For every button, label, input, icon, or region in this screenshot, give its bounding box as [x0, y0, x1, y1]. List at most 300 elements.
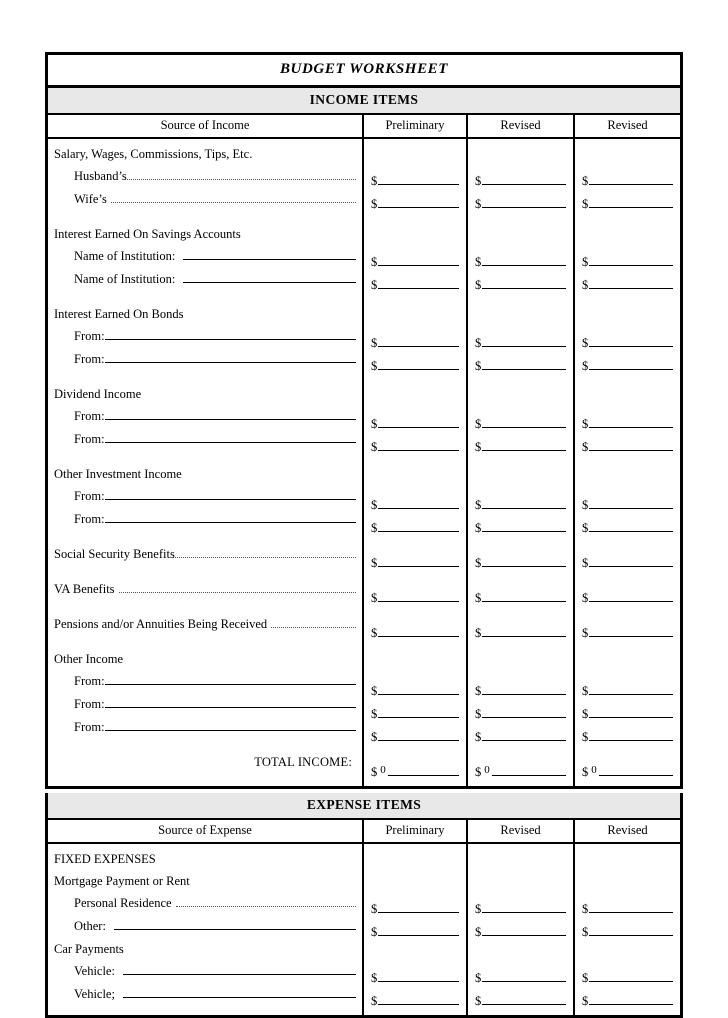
income-line-item[interactable] [54, 508, 356, 531]
spacer [371, 212, 459, 224]
amount-cell[interactable] [475, 513, 566, 536]
amount-cell[interactable] [475, 699, 566, 722]
income-line-item[interactable] [54, 670, 356, 693]
currency-symbol: $ [582, 994, 589, 1008]
amount-input[interactable] [482, 716, 566, 718]
amount-cell[interactable] [475, 963, 566, 986]
amount-cell[interactable] [475, 328, 566, 351]
amount-input[interactable] [482, 934, 566, 936]
amount-input[interactable] [378, 600, 459, 602]
amount-input[interactable] [482, 600, 566, 602]
amount-input[interactable] [482, 980, 566, 982]
amount-input[interactable] [378, 1003, 459, 1005]
blank-row [582, 386, 673, 409]
income-line-label: From: [74, 352, 105, 366]
amount-input[interactable] [589, 934, 673, 936]
currency-symbol: $ [582, 626, 589, 640]
amount-input[interactable] [589, 980, 673, 982]
spacer [54, 739, 356, 751]
blank-fill-line[interactable] [105, 441, 356, 443]
amount-cell[interactable] [371, 432, 459, 455]
currency-symbol: $ [582, 255, 589, 269]
spacer [54, 211, 356, 223]
income-line-label: From: [74, 329, 105, 343]
amount-input[interactable] [378, 716, 459, 718]
amount-input[interactable] [378, 368, 459, 370]
amount-input[interactable] [378, 507, 459, 509]
amount-input[interactable] [482, 345, 566, 347]
blank-row [582, 940, 673, 963]
currency-symbol: $ [371, 730, 378, 744]
amount-cell[interactable] [475, 722, 566, 745]
income-line-item[interactable] [54, 693, 356, 716]
amount-cell[interactable] [371, 676, 459, 699]
currency-symbol: $ [475, 417, 482, 431]
currency-symbol: $ [475, 626, 482, 640]
leader-dots [175, 556, 356, 558]
currency-symbol: $ [475, 336, 482, 350]
amount-input[interactable] [378, 565, 459, 567]
spacer [475, 641, 566, 653]
amount-input[interactable] [589, 693, 673, 695]
spacer [371, 641, 459, 653]
amount-input[interactable] [388, 774, 459, 776]
blank-fill-line[interactable] [105, 418, 356, 420]
blank-row [475, 653, 566, 676]
blank-row [371, 224, 459, 247]
amount-cell[interactable] [475, 247, 566, 270]
amount-cell[interactable] [582, 618, 673, 641]
income-col-preliminary: Preliminary [362, 115, 466, 137]
income-preliminary-column [362, 139, 466, 786]
spacer [54, 291, 356, 303]
amount-input[interactable] [378, 980, 459, 982]
blank-fill-line[interactable] [114, 928, 356, 930]
amount-cell[interactable] [582, 270, 673, 293]
currency-symbol: $ [475, 765, 482, 779]
income-line-label: Wife’s [74, 192, 107, 206]
amount-cell[interactable] [475, 351, 566, 374]
amount-cell[interactable] [371, 270, 459, 293]
income-section [45, 52, 683, 789]
amount-input[interactable] [589, 206, 673, 208]
leader-dots [111, 201, 356, 203]
total-income-cell[interactable] [475, 757, 566, 780]
expense-col-preliminary: Preliminary [362, 820, 466, 842]
blank-fill-line[interactable] [183, 258, 356, 260]
expense-revised-1-column [466, 844, 573, 1015]
amount-cell[interactable] [371, 963, 459, 986]
amount-cell[interactable] [371, 618, 459, 641]
amount-input[interactable] [589, 600, 673, 602]
blank-fill-line[interactable] [105, 498, 356, 500]
amount-input[interactable] [589, 426, 673, 428]
page-title: BUDGET WORKSHEET [48, 55, 680, 88]
income-line-label: From: [74, 512, 105, 526]
amount-cell[interactable] [582, 189, 673, 212]
spacer [371, 455, 459, 467]
blank-row [582, 467, 673, 490]
amount-cell[interactable] [371, 583, 459, 606]
currency-symbol: $ [475, 498, 482, 512]
currency-symbol: $ [582, 684, 589, 698]
income-group-heading: Other Investment Income [54, 467, 182, 481]
currency-symbol: $ [582, 707, 589, 721]
blank-row [582, 143, 673, 166]
currency-symbol: $ [582, 197, 589, 211]
blank-row [582, 653, 673, 676]
expense-col-revised-1: Revised [466, 820, 573, 842]
amount-input[interactable] [482, 183, 566, 185]
amount-input[interactable] [482, 426, 566, 428]
amount-input[interactable] [378, 530, 459, 532]
expense-line-item[interactable] [54, 892, 356, 915]
amount-input[interactable] [482, 449, 566, 451]
income-line-item[interactable] [54, 428, 356, 451]
currency-symbol: $ [371, 684, 378, 698]
amount-cell[interactable] [475, 583, 566, 606]
expense-line-item[interactable] [54, 915, 356, 938]
amount-input[interactable] [482, 287, 566, 289]
blank-fill-line[interactable] [105, 729, 356, 731]
amount-cell[interactable] [475, 189, 566, 212]
spacer [582, 455, 673, 467]
expense-body [48, 844, 680, 1015]
amount-cell[interactable] [582, 328, 673, 351]
spacer [582, 374, 673, 386]
amount-input[interactable] [482, 635, 566, 637]
currency-symbol: $ [371, 359, 378, 373]
income-col-revised-1: Revised [466, 115, 573, 137]
currency-symbol: $ [371, 902, 378, 916]
income-column-headers [48, 115, 680, 139]
leader-dots [271, 626, 356, 628]
amount-cell[interactable] [475, 166, 566, 189]
income-revised-1-column [466, 139, 573, 786]
expense-line-label: Other: [74, 919, 106, 933]
amount-input[interactable] [482, 264, 566, 266]
amount-input[interactable] [482, 693, 566, 695]
amount-input[interactable] [589, 264, 673, 266]
spacer [371, 293, 459, 305]
income-line-label: From: [74, 720, 105, 734]
amount-cell[interactable] [371, 548, 459, 571]
spacer [475, 745, 566, 757]
amount-input[interactable] [378, 183, 459, 185]
amount-cell[interactable] [371, 166, 459, 189]
amount-cell[interactable] [582, 513, 673, 536]
currency-symbol: $ [371, 174, 378, 188]
amount-input[interactable] [589, 183, 673, 185]
currency-symbol: $ [475, 971, 482, 985]
blank-fill-line[interactable] [105, 521, 356, 523]
income-group-heading: Other Income [54, 652, 124, 666]
spacer [582, 293, 673, 305]
income-line-item[interactable] [54, 325, 356, 348]
expense-revised-2-column [573, 844, 680, 1015]
spacer [582, 745, 673, 757]
blank-row [475, 940, 566, 963]
amount-cell[interactable] [475, 917, 566, 940]
amount-cell[interactable] [582, 583, 673, 606]
spacer [475, 606, 566, 618]
currency-symbol: $ [582, 359, 589, 373]
currency-symbol: $ [475, 174, 482, 188]
total-income-cell[interactable] [371, 757, 459, 780]
amount-cell[interactable] [475, 409, 566, 432]
currency-symbol: $ [371, 521, 378, 535]
blank-row [475, 386, 566, 409]
blank-row [582, 848, 673, 871]
income-line-label: Social Security Benefits [54, 547, 175, 561]
budget-worksheet-page [45, 52, 683, 1018]
amount-cell[interactable] [475, 270, 566, 293]
currency-symbol: $ [475, 994, 482, 1008]
amount-input[interactable] [378, 264, 459, 266]
amount-cell[interactable] [475, 548, 566, 571]
leader-dots [176, 905, 356, 907]
expense-group-heading: Car Payments [54, 942, 124, 956]
income-line-label: Pensions and/or Annuities Being Received [54, 617, 268, 631]
amount-input[interactable] [378, 206, 459, 208]
amount-input[interactable] [378, 934, 459, 936]
spacer [54, 531, 356, 543]
amount-cell[interactable] [582, 722, 673, 745]
currency-symbol: $ [582, 902, 589, 916]
amount-input[interactable] [589, 345, 673, 347]
expense-preliminary-column [362, 844, 466, 1015]
amount-cell[interactable] [582, 699, 673, 722]
income-line-label: Husband’s [74, 169, 127, 183]
expense-column-headers [48, 820, 680, 844]
amount-input[interactable] [589, 635, 673, 637]
amount-cell[interactable] [475, 986, 566, 1009]
amount-input[interactable] [482, 530, 566, 532]
amount-cell[interactable] [371, 513, 459, 536]
currency-symbol: $ [582, 417, 589, 431]
currency-symbol: $ [475, 197, 482, 211]
currency-symbol: $ [582, 440, 589, 454]
amount-input[interactable] [378, 635, 459, 637]
amount-cell[interactable] [371, 189, 459, 212]
income-line-item[interactable] [54, 578, 356, 601]
amount-input[interactable] [378, 449, 459, 451]
amount-cell[interactable] [582, 409, 673, 432]
spacer [475, 293, 566, 305]
amount-cell[interactable] [371, 409, 459, 432]
blank-row [475, 467, 566, 490]
amount-input[interactable] [378, 739, 459, 741]
spacer [54, 636, 356, 648]
amount-input[interactable] [589, 739, 673, 741]
amount-cell[interactable] [475, 894, 566, 917]
amount-cell[interactable] [371, 490, 459, 513]
amount-cell[interactable] [371, 894, 459, 917]
spacer [475, 455, 566, 467]
income-line-item[interactable] [54, 405, 356, 428]
spacer [371, 606, 459, 618]
amount-input[interactable] [482, 507, 566, 509]
income-line-item[interactable] [54, 716, 356, 739]
income-line-item[interactable] [54, 188, 356, 211]
currency-symbol: $ [582, 336, 589, 350]
currency-symbol: $ [371, 278, 378, 292]
amount-input[interactable] [482, 739, 566, 741]
currency-symbol: $ [371, 255, 378, 269]
income-line-item[interactable] [54, 348, 356, 371]
amount-cell[interactable] [475, 432, 566, 455]
amount-input[interactable] [589, 368, 673, 370]
amount-cell[interactable] [582, 351, 673, 374]
amount-cell[interactable] [582, 676, 673, 699]
spacer [475, 212, 566, 224]
amount-input[interactable] [378, 911, 459, 913]
currency-symbol: $ [371, 591, 378, 605]
amount-cell[interactable] [582, 432, 673, 455]
spacer [582, 536, 673, 548]
blank-fill-line[interactable] [105, 683, 356, 685]
currency-symbol: $ [371, 971, 378, 985]
blank-fill-line[interactable] [105, 338, 356, 340]
amount-cell[interactable] [371, 328, 459, 351]
amount-cell[interactable] [475, 676, 566, 699]
amount-input[interactable] [378, 693, 459, 695]
amount-cell[interactable] [371, 247, 459, 270]
amount-cell[interactable] [582, 986, 673, 1009]
amount-input[interactable] [589, 1003, 673, 1005]
amount-input[interactable] [482, 911, 566, 913]
amount-cell[interactable] [582, 963, 673, 986]
amount-input[interactable] [589, 716, 673, 718]
amount-input[interactable] [589, 507, 673, 509]
income-group-heading: Interest Earned On Savings Accounts [54, 227, 241, 241]
income-revised-2-column [573, 139, 680, 786]
expense-line-item[interactable] [54, 960, 356, 983]
spacer [54, 601, 356, 613]
income-line-item[interactable] [54, 485, 356, 508]
amount-cell[interactable] [371, 351, 459, 374]
amount-input[interactable] [378, 345, 459, 347]
currency-symbol: $ [371, 498, 378, 512]
blank-row [371, 871, 459, 894]
amount-input[interactable] [589, 287, 673, 289]
amount-cell[interactable] [582, 894, 673, 917]
income-col-revised-2: Revised [573, 115, 680, 137]
spacer [582, 571, 673, 583]
expense-section [45, 793, 683, 1018]
blank-row [582, 305, 673, 328]
currency-symbol: $ [475, 902, 482, 916]
income-line-item[interactable] [54, 245, 356, 268]
blank-fill-line[interactable] [105, 706, 356, 708]
income-items-band: INCOME ITEMS [48, 88, 680, 115]
amount-input[interactable] [589, 565, 673, 567]
currency-symbol: $ [582, 498, 589, 512]
currency-symbol: $ [475, 359, 482, 373]
expense-line-label: Vehicle; [74, 987, 115, 1001]
currency-symbol: $ [475, 707, 482, 721]
amount-input[interactable] [482, 565, 566, 567]
blank-fill-line[interactable] [105, 361, 356, 363]
currency-symbol: $ [582, 174, 589, 188]
blank-row [475, 871, 566, 894]
income-line-item[interactable] [54, 613, 356, 636]
income-line-item[interactable] [54, 165, 356, 188]
spacer [582, 212, 673, 224]
blank-row [582, 224, 673, 247]
amount-cell[interactable] [475, 618, 566, 641]
amount-input[interactable] [482, 368, 566, 370]
amount-input[interactable] [482, 1003, 566, 1005]
amount-cell[interactable] [582, 917, 673, 940]
blank-fill-line[interactable] [123, 996, 356, 998]
amount-input[interactable] [589, 449, 673, 451]
amount-cell[interactable] [371, 722, 459, 745]
amount-input[interactable] [482, 206, 566, 208]
currency-symbol: $ [582, 521, 589, 535]
leader-dots [127, 178, 356, 180]
amount-input[interactable] [599, 774, 673, 776]
blank-fill-line[interactable] [123, 973, 356, 975]
income-line-label: From: [74, 697, 105, 711]
spacer [371, 374, 459, 386]
expense-line-item[interactable] [54, 983, 356, 1006]
blank-row [371, 467, 459, 490]
amount-input[interactable] [589, 911, 673, 913]
blank-row [475, 305, 566, 328]
amount-cell[interactable] [582, 490, 673, 513]
amount-cell[interactable] [371, 986, 459, 1009]
amount-cell[interactable] [475, 490, 566, 513]
currency-symbol: $ [475, 925, 482, 939]
income-line-item[interactable] [54, 543, 356, 566]
currency-symbol: $ [371, 417, 378, 431]
expense-line-label: Personal Residence [74, 896, 172, 910]
spacer [582, 606, 673, 618]
expense-line-label: Vehicle: [74, 964, 115, 978]
total-income-cell[interactable] [582, 757, 673, 780]
amount-cell[interactable] [582, 548, 673, 571]
currency-symbol: $ [582, 556, 589, 570]
currency-symbol: $ [475, 556, 482, 570]
currency-symbol: $ [475, 278, 482, 292]
expense-col-source: Source of Expense [158, 823, 252, 837]
expense-group-heading: Mortgage Payment or Rent [54, 874, 190, 888]
spacer [475, 536, 566, 548]
leader-dots [119, 591, 356, 593]
amount-cell[interactable] [582, 247, 673, 270]
amount-input[interactable] [589, 530, 673, 532]
blank-row [371, 653, 459, 676]
amount-cell[interactable] [582, 166, 673, 189]
income-line-label: From: [74, 432, 105, 446]
income-group-heading: Dividend Income [54, 387, 142, 401]
amount-input[interactable] [492, 774, 566, 776]
blank-row [475, 143, 566, 166]
income-line-item[interactable] [54, 268, 356, 291]
income-line-label: From: [74, 409, 105, 423]
amount-input[interactable] [378, 287, 459, 289]
amount-input[interactable] [378, 426, 459, 428]
amount-cell[interactable] [371, 699, 459, 722]
spacer [54, 451, 356, 463]
blank-row [475, 848, 566, 871]
currency-symbol: $ [371, 707, 378, 721]
spacer [371, 745, 459, 757]
blank-fill-line[interactable] [183, 281, 356, 283]
amount-cell[interactable] [371, 917, 459, 940]
spacer [582, 641, 673, 653]
